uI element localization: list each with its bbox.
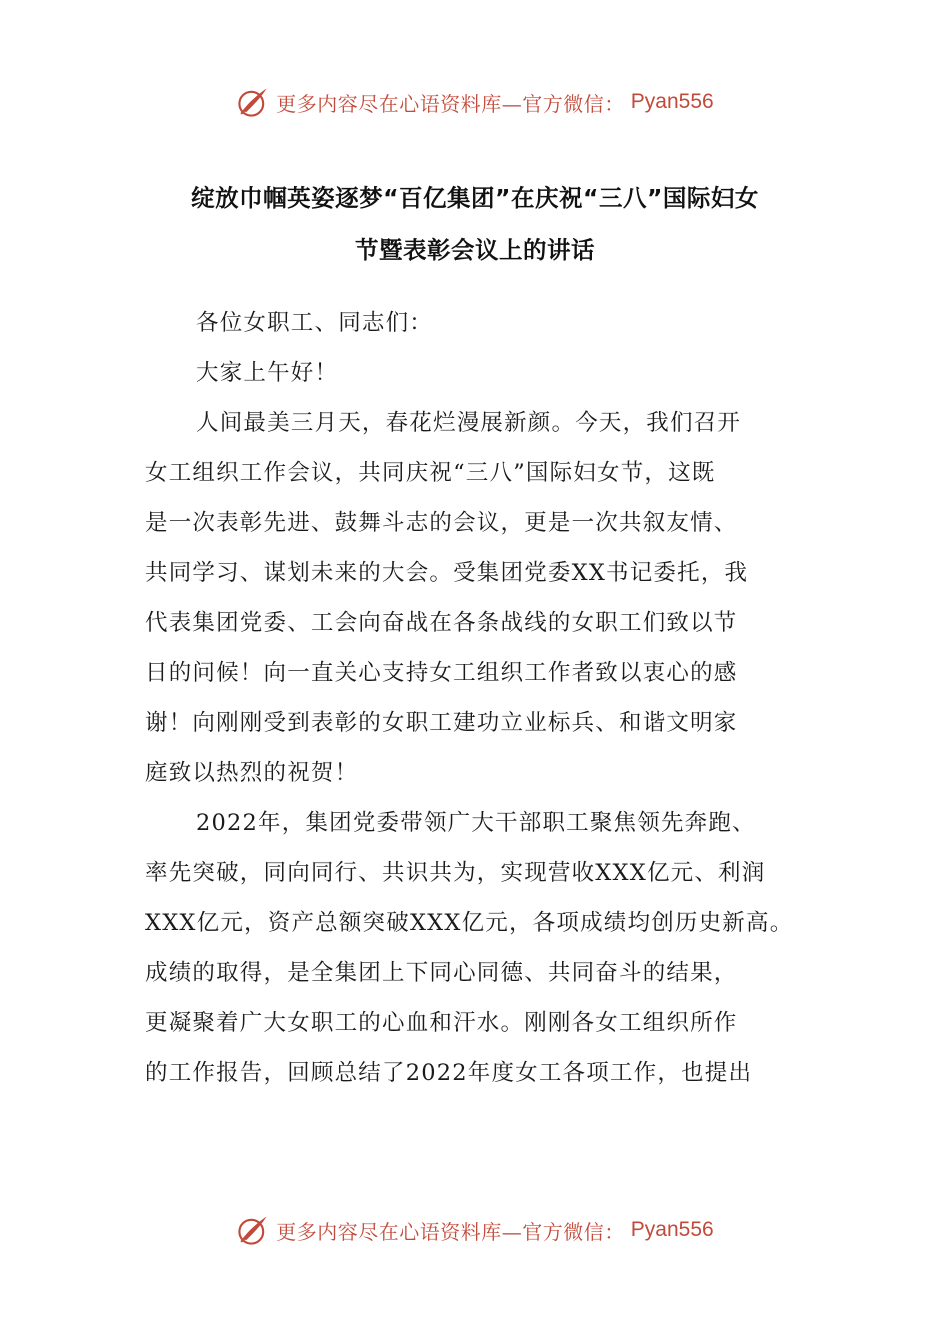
watermark-text: 更多内容尽在心语资料库—官方微信： [276,91,625,116]
document-title [145,172,805,276]
body-line: 是一次表彰先进、鼓舞斗志的会议，更是一次共叙友情、 [145,510,738,536]
title-line: 节暨表彰会议上的讲话 [355,236,595,264]
body-line: 庭致以热烈的祝贺！ [145,760,359,786]
watermark-footer [0,1210,950,1250]
body-line: 人间最美三月天，春花烂漫展新颜。今天，我们召开 [196,410,742,436]
body-line: 大家上午好！ [196,360,339,386]
watermark-text: 更多内容尽在心语资料库—官方微信： [276,1219,625,1244]
body-line: 2022年，集团党委带领广大干部职工聚焦领先奔跑、 [196,810,756,836]
body-line: 的工作报告，回顾总结了2022年度女工各项工作，也提出 [145,1060,753,1086]
body-line: 率先突破，同向同行、共识共为，实现营收XXX亿元、利润 [145,860,766,886]
title-line: 绽放巾帼英姿逐梦“百亿集团”在庆祝“三八”国际妇女 [191,184,759,212]
body-line: 共同学习、谋划未来的大会。受集团党委XX书记委托，我 [145,560,749,586]
body-line: 代表集团党委、工会向奋战在各条战线的女职工们致以节 [145,610,738,636]
body-line: 谢！向刚刚受到表彰的女职工建功立业标兵、和谐文明家 [145,710,738,736]
body-line: 日的问候！向一直关心支持女工组织工作者致以衷心的感 [145,660,738,686]
body-line: 成绩的取得，是全集团上下同心同德、共同奋斗的结果， [145,960,738,986]
body-line: 女工组织工作会议，共同庆祝“三八”国际妇女节，这既 [145,460,716,486]
body-line: 各位女职工、同志们： [196,310,434,336]
quill-pen-logo-icon [236,85,270,119]
body-line: 更凝聚着广大女职工的心血和汗水。刚刚各女工组织所作 [145,1010,738,1036]
quill-pen-logo-icon [236,1213,270,1247]
watermark-header [0,82,950,122]
document-body [145,298,817,1098]
body-line: XXX亿元，资产总额突破XXX亿元，各项成绩均创历史新高。 [145,910,794,936]
watermark-wechat-id: Pyan556 [630,1218,714,1241]
watermark-wechat-id: Pyan556 [630,90,714,113]
